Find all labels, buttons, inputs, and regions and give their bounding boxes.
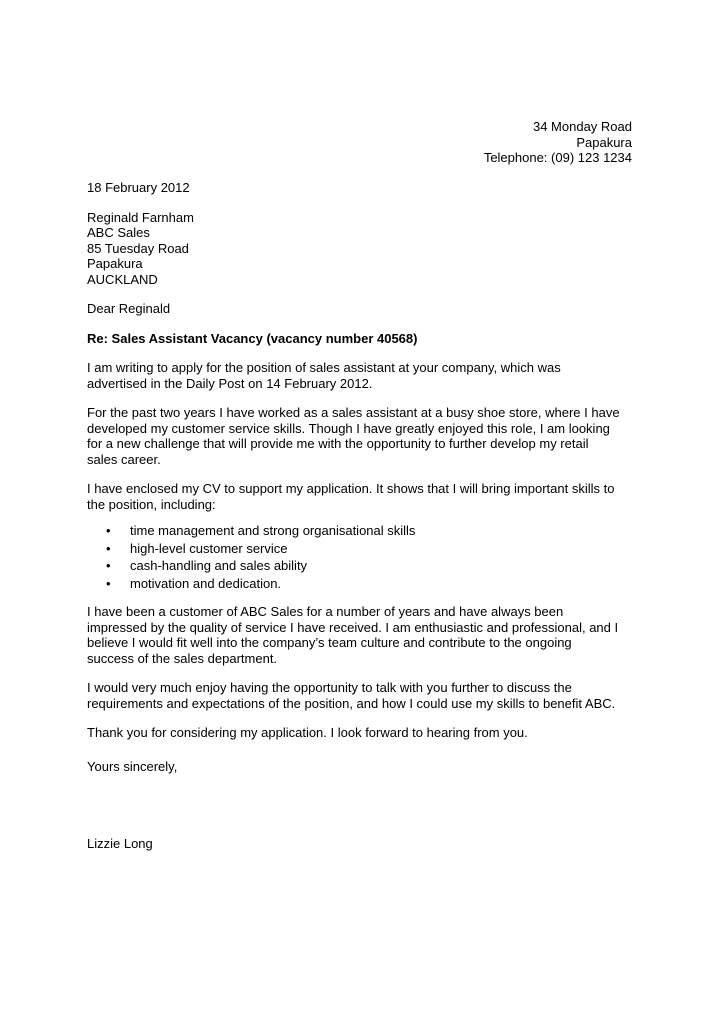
- paragraph-line: impressed by the quality of service I have received. I am enthusiastic and professional, and I: [87, 619, 619, 635]
- paragraph-line: For the past two years I have worked as a sales assistant at a busy shoe store, where I have: [87, 405, 620, 420]
- paragraph-line: for a new challenge that will provide me with the opportunity to further develop my retail: [87, 436, 589, 451]
- paragraph-line: believe I would fit well into the company’s team culture and contribute to the ongoing: [87, 635, 572, 650]
- paragraph-experience: [87, 405, 647, 467]
- list-item: • high-level customer service: [103, 540, 647, 558]
- sender-address: [484, 119, 632, 166]
- recipient-suburb: Papakura: [87, 256, 143, 271]
- recipient-city: AUCKLAND: [87, 271, 158, 287]
- sender-street: 34 Monday Road: [532, 119, 632, 134]
- paragraph-line: developed my customer service skills. Though I have greatly enjoyed this role, I am looking: [87, 420, 610, 436]
- paragraph-cv: [87, 481, 647, 512]
- paragraph-thanks: [87, 725, 647, 741]
- recipient-name: Reginald Farnham: [87, 209, 194, 225]
- paragraph-customer: [87, 604, 647, 666]
- signature-name: Lizzie Long: [87, 836, 153, 851]
- paragraph-line: the position, including:: [87, 496, 216, 512]
- closing: Yours sincerely,: [87, 758, 178, 774]
- paragraph-line: Thank you for considering my application. I look forward to hearing from you.: [87, 725, 528, 740]
- list-item: • cash-handling and sales ability: [103, 557, 647, 575]
- paragraph-line: advertised in the Daily Post on 14 February 2012.: [87, 375, 373, 391]
- skills-list: [87, 522, 647, 592]
- subject-line: Re: Sales Assistant Vacancy (vacancy number 40568): [87, 330, 418, 346]
- list-item: • motivation and dedication.: [103, 575, 647, 593]
- paragraph-intro: [87, 360, 647, 391]
- list-item: • time management and strong organisational skills: [103, 522, 647, 540]
- recipient-address: [87, 210, 647, 288]
- sender-telephone: Telephone: (09) 123 1234: [483, 150, 632, 165]
- paragraph-line: requirements and expectations of the position, and how I could use my skills to benefit ABC.: [87, 695, 616, 711]
- paragraph-line: I have enclosed my CV to support my application. It shows that I will bring important skills to: [87, 481, 615, 496]
- letter-body: [87, 180, 647, 852]
- paragraph-line: I am writing to apply for the position of sales assistant at your company, which was: [87, 360, 561, 375]
- recipient-company: ABC Sales: [87, 225, 150, 240]
- paragraph-opportunity: [87, 680, 647, 711]
- recipient-street: 85 Tuesday Road: [87, 240, 189, 256]
- salutation: Dear Reginald: [87, 301, 171, 316]
- paragraph-line: sales career.: [87, 451, 161, 467]
- paragraph-line: I have been a customer of ABC Sales for a number of years and have always been: [87, 604, 564, 619]
- sender-suburb: Papakura: [576, 134, 632, 150]
- paragraph-line: I would very much enjoy having the opportunity to talk with you further to discuss the: [87, 680, 572, 695]
- letter-date: 18 February 2012: [87, 180, 190, 195]
- paragraph-line: success of the sales department.: [87, 650, 278, 666]
